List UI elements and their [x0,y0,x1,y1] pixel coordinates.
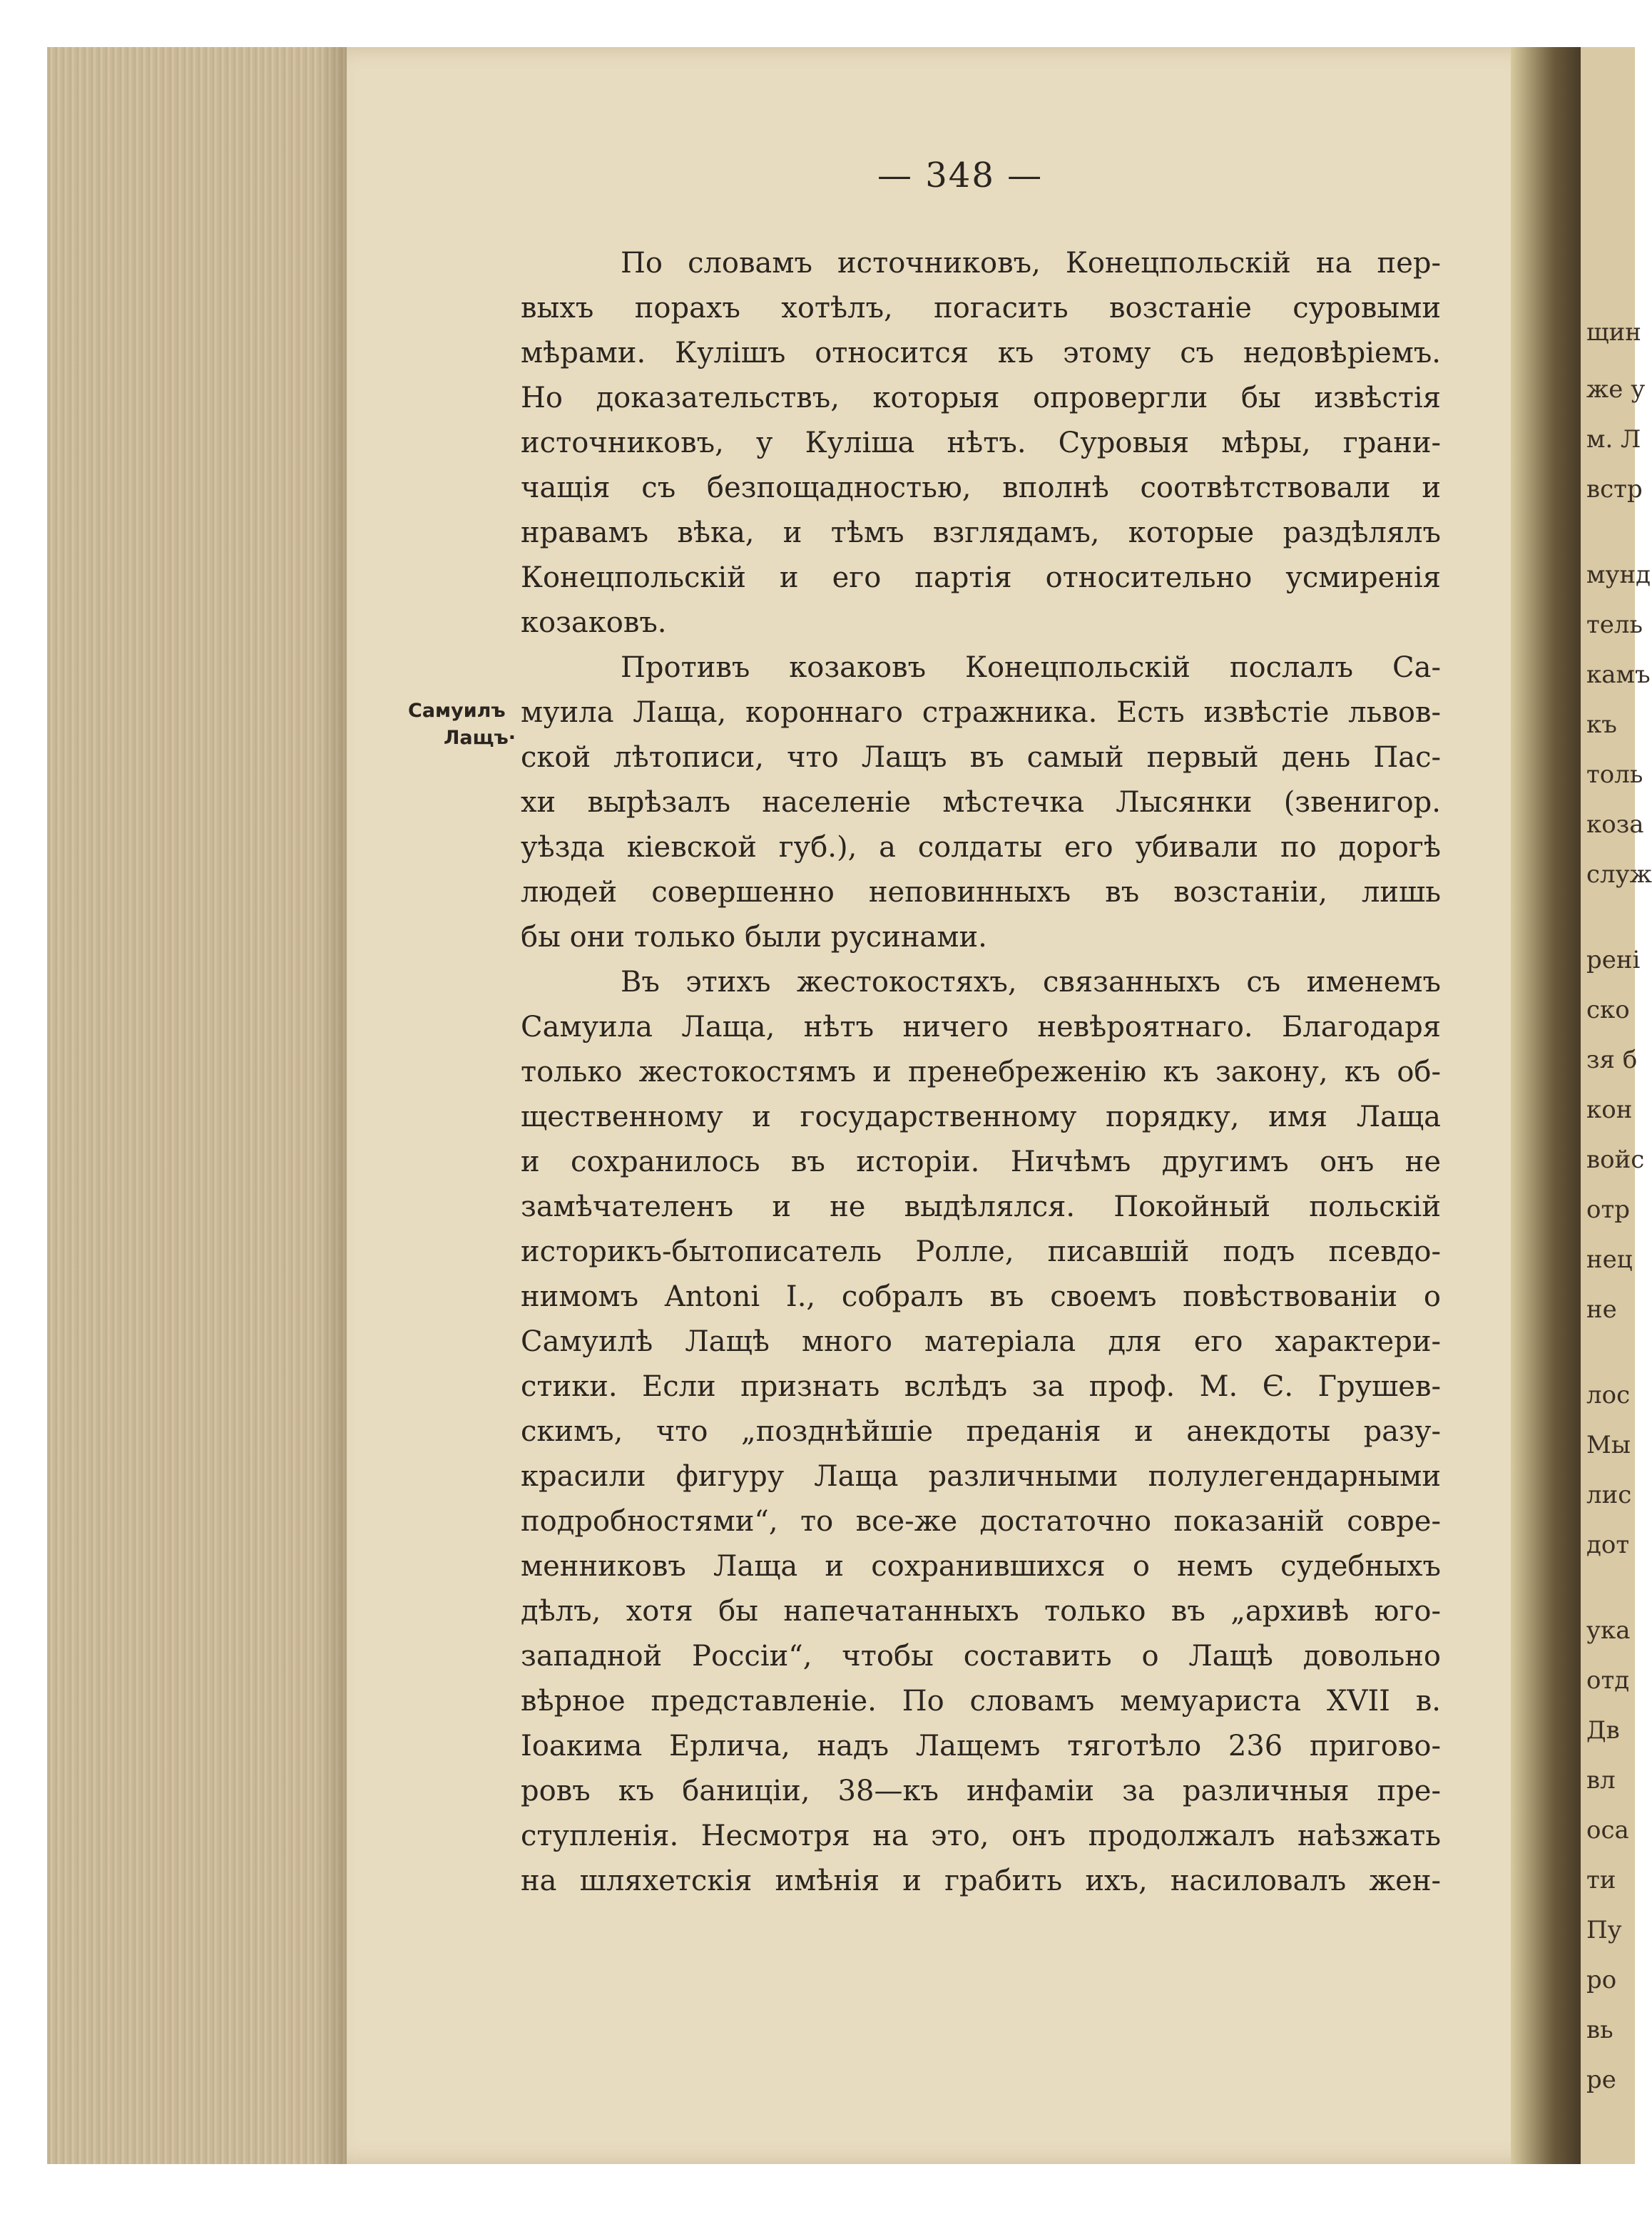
text-line: нравамъ вѣка, и тѣмъ взглядамъ, которые раздѣлялъ [521,516,1441,549]
next-page-fragment [1581,47,1652,2164]
next-page-text: Пу [1586,1916,1622,1944]
text-line: муила Лаща, короннаго стражника. Есть извѣстіе львов- [521,696,1441,729]
book-gutter [1511,47,1589,2164]
next-page-text: ре [1586,2066,1616,2094]
margin-note [408,698,515,752]
next-page-text: отд [1586,1666,1630,1695]
next-page-text: ско [1586,996,1630,1024]
text-line: Въ этихъ жестокостяхъ, связанныхъ съ именемъ [621,966,1441,999]
text-line: историкъ-бытописатель Ролле, писавшій подъ псевдо- [521,1235,1441,1268]
next-page-text: рені [1586,946,1641,974]
next-page-text: войс [1586,1146,1645,1174]
text-line: Но доказательствъ, которыя опровергли бы извѣстія [521,382,1441,414]
next-page-text: лос [1586,1381,1631,1409]
next-page-text: къ [1586,710,1617,739]
text-line: красили фигуру Лаща различными полулегендарными [521,1460,1441,1493]
text-line: и сохранилось въ исторіи. Ничѣмъ другимъ онъ не [521,1146,1441,1178]
text-line: замѣчателенъ и не выдѣлялся. Покойный польскій [521,1190,1441,1223]
page-edges [47,47,347,2164]
text-line: только жестокостямъ и пренебреженію къ закону, къ об- [521,1056,1441,1088]
next-page-text: оса [1586,1816,1629,1845]
next-page-text: коза [1586,810,1644,839]
next-page-text: Мы [1586,1431,1631,1459]
text-line: щественному и государственному порядку, имя Лаща [521,1101,1441,1133]
paragraph-3 [521,960,1441,1904]
next-page-text: встр [1586,475,1643,504]
text-line: мѣрами. Кулішъ относится къ этому съ недовѣріемъ. [521,337,1441,369]
text-line: Самуила Лаща, нѣтъ ничего невѣроятнаго. Благодаря [521,1011,1441,1044]
text-line: По словамъ источниковъ, Конецпольскій на пер- [621,247,1441,280]
next-page-text: кон [1586,1096,1633,1124]
next-page-text: камъ [1586,660,1651,689]
text-line: на шляхетскія имѣнія и грабить ихъ, насиловалъ жен- [521,1865,1441,1897]
paragraph-2 [521,646,1441,960]
text-line: чащія съ безпощадностью, вполнѣ соотвѣтствовали и [521,471,1441,504]
next-page-text: нец [1586,1245,1633,1274]
text-line: козаковъ. [521,606,667,639]
text-line: Противъ козаковъ Конецпольскій послалъ Са- [621,651,1441,684]
main-text [521,241,1441,1904]
next-page-text: м. Л [1586,425,1641,454]
text-line: ровъ къ баниціи, 38—къ инфаміи за различныя пре- [521,1775,1441,1807]
next-page-text: лис [1586,1481,1632,1509]
next-page-text: ро [1586,1966,1617,1994]
next-page-text: вь [1586,2016,1613,2044]
text-line: стики. Если признать вслѣдъ за проф. М. Є. Грушев- [521,1370,1441,1403]
text-line: уѣзда кіевской губ.), а солдаты его убивали по дорогѣ [521,831,1441,864]
text-line: людей совершенно неповинныхъ въ возстаніи, лишь [521,876,1441,909]
text-line: скимъ, что „позднѣйшіе преданія и анекдоты разу- [521,1415,1441,1448]
text-line: Самуилѣ Лащѣ много матеріала для его характери- [521,1325,1441,1358]
text-line: Конецпольскій и его партія относительно усмиренія [521,561,1441,594]
paragraph-1 [521,241,1441,646]
next-page-text: толь [1586,760,1643,789]
text-line: подробностями“, то все-же достаточно показаній совре- [521,1505,1441,1538]
text-line: вѣрное представленіе. По словамъ мемуариста XVII в. [521,1685,1441,1718]
next-page-text: дот [1586,1531,1630,1559]
next-page-text: же у [1586,375,1646,404]
text-line: источниковъ, у Куліша нѣтъ. Суровыя мѣры, грани- [521,427,1441,459]
next-page-text: вл [1586,1766,1616,1795]
margin-note-line: Лащъ· [444,727,516,749]
text-line: западной Россіи“, чтобы составить о Лащѣ довольно [521,1640,1441,1673]
next-page-text: тель [1586,611,1643,639]
text-line: менниковъ Лаща и сохранившихся о немъ судебныхъ [521,1550,1441,1583]
next-page-text: зя б [1586,1046,1638,1074]
page-number: — 348 — [877,155,1044,195]
margin-note-line: Самуилъ [408,700,506,722]
text-line: бы они только были русинами. [521,921,987,954]
text-line: Іоакима Ерлича, надъ Лащемъ тяготѣло 236 пригово- [521,1730,1441,1763]
next-page-text: не [1586,1295,1617,1324]
text-line: ской лѣтописи, что Лащъ въ самый первый день Пас- [521,741,1441,774]
next-page-text: служ [1586,860,1652,889]
next-page-text: Дв [1586,1716,1620,1745]
text-line: ступленія. Несмотря на это, онъ продолжалъ наѣзжать [521,1820,1441,1852]
text-line: хи вырѣзалъ населеніе мѣстечка Лысянки (звенигор. [521,786,1441,819]
next-page-text: мунд [1586,561,1651,589]
text-line: дѣлъ, хотя бы напечатанныхъ только въ „архивѣ юго- [521,1595,1441,1628]
next-page-text: отр [1586,1195,1631,1224]
text-line: выхъ порахъ хотѣлъ, погасить возстаніе суровыми [521,292,1441,325]
next-page-text: ти [1586,1866,1616,1894]
next-page-text: ука [1586,1616,1631,1645]
text-line: нимомъ Antoni I., собралъ въ своемъ повѣствованіи о [521,1280,1441,1313]
next-page-text: щин [1586,318,1641,347]
